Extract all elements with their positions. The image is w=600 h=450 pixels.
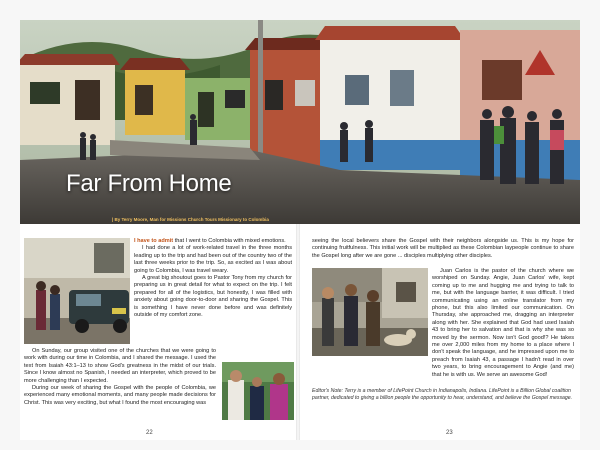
hero-photo — [20, 20, 580, 224]
left-column-bottom — [24, 348, 216, 407]
lead-in: I have to admit — [134, 238, 174, 244]
article-title: Far From Home — [66, 170, 232, 197]
photo-street-dog — [312, 268, 428, 356]
photo-group-conversation — [222, 362, 294, 420]
editor-note: Editor's Note: Terry is a member of LifePoint Church in Indianapolis, Indiana. LifePoint is a Billion Global coalition partner, dedicated to giving a billion people the opportunity to hear, understand, and believe the Gospel message. — [312, 388, 573, 401]
right-paragraph-2: Juan Carlos is the pastor of the church where we worshiped on Sunday. Angie, Juan Carlos' wife, kept coming up to me and hugging me and trying to talk to me, but with the language barrier, it was difficult. I tried communicating using an online translator from my phone, but this also limited our communication. On Thursday, she approached me, dragging an interpreter along with her. She explained that God had used Isaiah 43 to bring her to salvation and that is why she was so moved by the sermon. Now isn't God good!? He takes me over 2,000 miles from my home to a place where I don't speak the language, and he impressed upon me to preach from Isaiah 43, a passage I hadn't read in over two years, to bring encouragement to Angie (and me) that he is with us. We serve an awesome God! — [432, 268, 574, 378]
left-paragraph-1: that I went to Colombia with mixed emotions. — [173, 238, 286, 244]
left-paragraph-5: During our week of sharing the Gospel with the people of Colombia, we experienced many emotional moments, and many people made decisions for Christ. This was very exciting, but what I found the most encouraging was — [24, 385, 216, 406]
left-paragraph-4: On Sunday, our group visited one of the churches that we were going to work with during our time in Colombia, and I shared the message. I used the text from Isaiah 43:1–13 to show God's greatness in the midst of our trials. Since I know almost no Spanish, I needed an interpreter, which proved to be more challenging than I expected. — [24, 348, 216, 384]
article-byline: | By Terry Moore, Man for Missions Church Tours Missionary to Colombia — [112, 217, 269, 222]
left-paragraph-2: I had done a lot of work-related travel in the three months leading up to the trip and had been out of the country two of the last three weeks prior to the trip. So, as excited as I was about going to Colombia, I was travel weary. — [134, 245, 292, 274]
right-paragraph-1: seeing the local believers share the Gospel with their neighbors alongside us. This is my hope for continuing fruitfulness. This initial work will be multiplied as these Colombian laypeople continue to share the Gospel long after we are gone ... disciples multiplying other disciples. — [312, 238, 574, 259]
right-page-number: 23 — [446, 430, 453, 436]
right-column-middle — [432, 268, 574, 379]
left-page-number: 22 — [146, 430, 153, 436]
photo-truck-street — [24, 238, 130, 344]
right-column-top — [312, 238, 574, 260]
left-column-top — [134, 238, 292, 319]
left-paragraph-3: A great big shoutout goes to Pastor Tony from my church for preparing us in great detail for what to expect on the trip. I felt prepared for all of the logistics, but honestly, I was filled with anxiety about going door-to-door and sharing the Gospel. This is something I have never done before and was definitely outside of my comfort zone. — [134, 275, 292, 319]
